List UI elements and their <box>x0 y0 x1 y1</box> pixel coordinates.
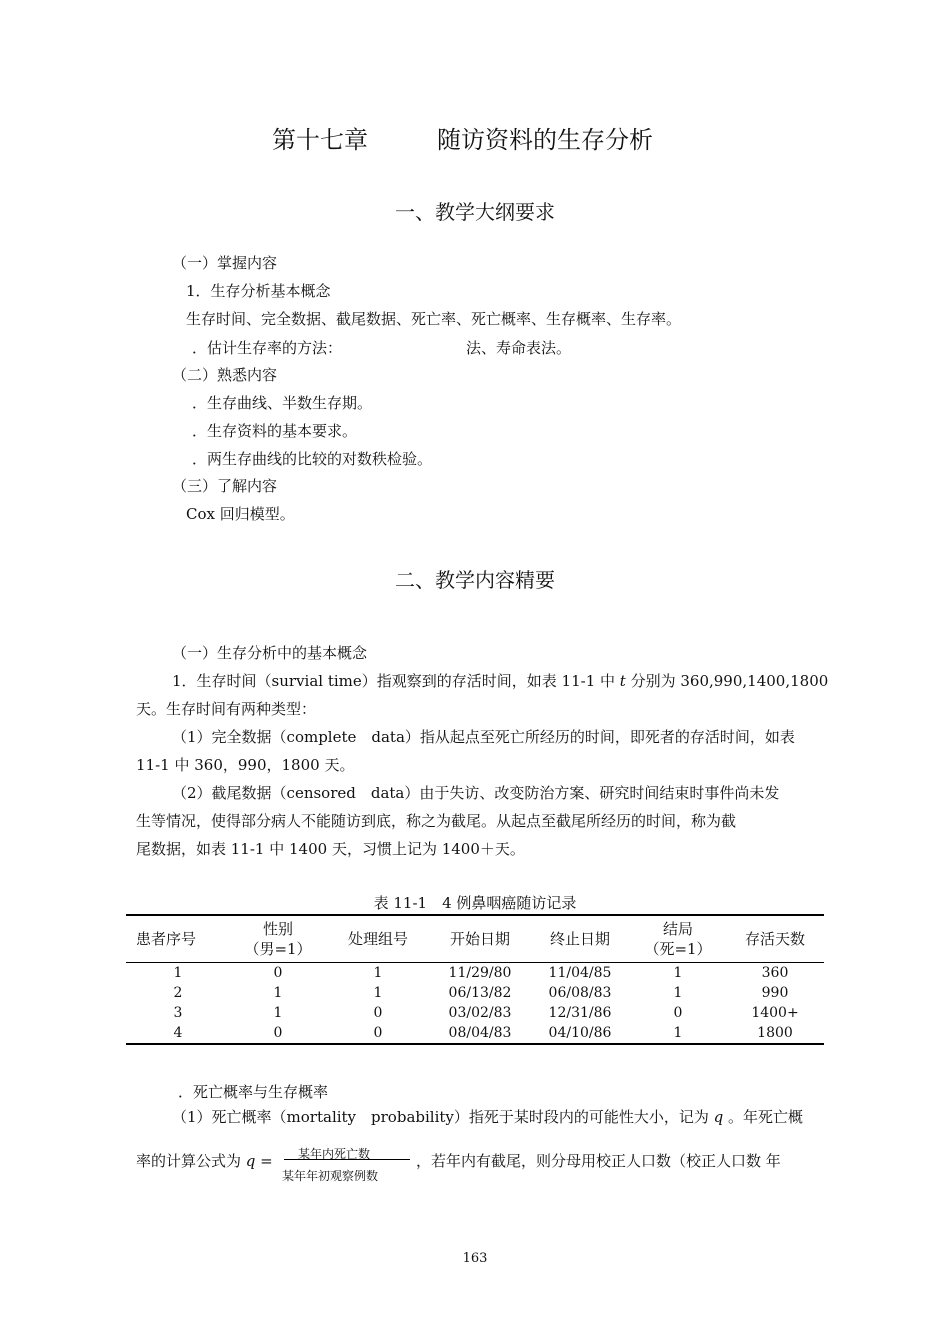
chapter-number: 第十七章 <box>272 126 368 154</box>
item-mortality-heading: ．死亡概率与生存概率 <box>178 1083 329 1101</box>
table-cell: 04/10/86 <box>548 1025 612 1041</box>
header-end-date <box>530 915 630 963</box>
table-cell: 0 <box>373 1005 383 1021</box>
text-run: （1）死亡概率（mortality probability）指死于某时段内的可能性大小，记为 <box>172 1108 714 1126</box>
follow-up-table <box>126 914 824 1045</box>
header-survival-days <box>726 915 824 963</box>
para-censored-line1: （2）截尾数据（censored data）由于失访、改变防治方案、研究时间结束时事件尚未发 <box>172 784 780 802</box>
subheading-basic-concepts: （一）生存分析中的基本概念 <box>172 644 368 662</box>
para-complete-line1: （1）完全数据（complete data）指从起点至死亡所经历的时间，即死者的存活时间，如表 <box>172 728 795 746</box>
table-cell: 11/29/80 <box>448 965 512 981</box>
table-cell: 12/31/86 <box>548 1005 612 1021</box>
table-cell: 1 <box>173 965 183 981</box>
understand-item: Cox 回归模型。 <box>186 505 295 523</box>
header-group <box>326 915 430 963</box>
familiar-heading: （二）熟悉内容 <box>172 366 278 384</box>
header-start-date <box>430 915 530 963</box>
fraction-bar <box>284 1159 410 1160</box>
chapter-title: 随访资料的生存分析 <box>437 126 653 154</box>
header-subtext: （死=1） <box>644 940 712 958</box>
table-cell: 360 <box>761 965 789 981</box>
page-number: 163 <box>462 1251 488 1266</box>
table-cell: 03/02/83 <box>448 1005 512 1021</box>
header-text: 开始日期 <box>449 930 510 948</box>
table-cell: 1800 <box>757 1025 793 1041</box>
table-cell: 1 <box>273 1005 283 1021</box>
master-item-1: 1．生存分析基本概念 <box>186 282 331 300</box>
header-patient-id <box>126 915 230 963</box>
header-outcome <box>630 915 726 963</box>
table-cell: 0 <box>273 965 283 981</box>
table-cell: 08/04/83 <box>448 1025 512 1041</box>
table-cell: 1 <box>373 985 383 1001</box>
table-header-row <box>126 915 824 963</box>
header-text: 结局 <box>662 920 693 938</box>
equals-sign: = <box>255 1152 273 1170</box>
table-row <box>126 963 824 984</box>
header-subtext: （男=1） <box>244 940 312 958</box>
familiar-item-1: ．生存曲线、半数生存期。 <box>192 394 373 412</box>
text-run: 1．生存时间（survial time）指观察到的存活时间，如表 11-1 中 <box>172 672 620 690</box>
table-cell: 1 <box>373 965 383 981</box>
table-row <box>126 983 824 1003</box>
para-mortality-line1 <box>172 1106 803 1127</box>
text-run: 分别为 360,990,1400,1800 <box>625 672 829 690</box>
master-item-2-prefix: ．估计生存率的方法： <box>192 339 343 357</box>
table-cell: 1 <box>673 1025 683 1041</box>
header-text: 性别 <box>262 920 293 938</box>
section-heading-syllabus: 一、教学大纲要求 <box>395 200 555 224</box>
header-text: 处理组号 <box>347 930 408 948</box>
header-text: 患者序号 <box>136 930 197 948</box>
table-caption: 表 11-1 4 例鼻咽癌随访记录 <box>373 894 577 912</box>
understand-heading: （三）了解内容 <box>172 477 278 495</box>
fraction-denominator: 某年年初观察例数 <box>282 1169 379 1183</box>
table-cell: 1 <box>273 985 283 1001</box>
table-cell: 0 <box>273 1025 283 1041</box>
para-mortality-formula-lead <box>136 1150 273 1171</box>
table-row <box>126 1023 824 1044</box>
familiar-item-3: ．两生存曲线的比较的对数秩检验。 <box>192 450 433 468</box>
para-mortality-formula-tail: ，若年内有截尾，则分母用校正人口数（校正人口数 年 <box>416 1152 781 1170</box>
table-cell: 1 <box>673 965 683 981</box>
header-text: 存活天数 <box>744 930 805 948</box>
text-run: 率的计算公式为 <box>136 1152 246 1170</box>
master-heading: （一）掌握内容 <box>172 254 278 272</box>
master-item-2-suffix: 法、寿命表法。 <box>466 339 572 357</box>
symbol-t: t <box>619 672 626 690</box>
table-cell: 3 <box>173 1005 183 1021</box>
table-cell: 2 <box>173 985 183 1001</box>
table-cell: 1 <box>673 985 683 1001</box>
para-censored-line3: 尾数据，如表 11-1 中 1400 天，习惯上记为 1400＋天。 <box>136 840 525 858</box>
header-sex <box>230 915 326 963</box>
fraction-numerator: 某年内死亡数 <box>298 1147 371 1161</box>
para-complete-line2: 11-1 中 360，990，1800 天。 <box>136 756 355 774</box>
para-survival-time-line1 <box>172 670 828 691</box>
table-cell: 0 <box>373 1025 383 1041</box>
table-cell: 06/13/82 <box>448 985 512 1001</box>
familiar-item-2: ．生存资料的基本要求。 <box>192 422 358 440</box>
table-cell: 4 <box>173 1025 183 1041</box>
table-cell: 06/08/83 <box>548 985 612 1001</box>
table-cell: 0 <box>673 1005 683 1021</box>
text-run: 。年死亡概 <box>723 1108 804 1126</box>
header-text: 终止日期 <box>549 930 610 948</box>
section-heading-content: 二、教学内容精要 <box>395 568 555 592</box>
table-cell: 990 <box>761 985 789 1001</box>
symbol-q: q <box>245 1152 256 1170</box>
table-cell: 11/04/85 <box>548 965 612 981</box>
para-survival-time-line2: 天。生存时间有两种类型： <box>136 700 317 718</box>
master-item-1-detail: 生存时间、完全数据、截尾数据、死亡率、死亡概率、生存概率、生存率。 <box>186 310 682 328</box>
para-censored-line2: 生等情况，使得部分病人不能随访到底，称之为截尾。从起点至截尾所经历的时间，称为截 <box>136 812 737 830</box>
symbol-q: q <box>713 1108 724 1126</box>
table-cell: 1400+ <box>751 1005 799 1021</box>
table-row <box>126 1003 824 1023</box>
